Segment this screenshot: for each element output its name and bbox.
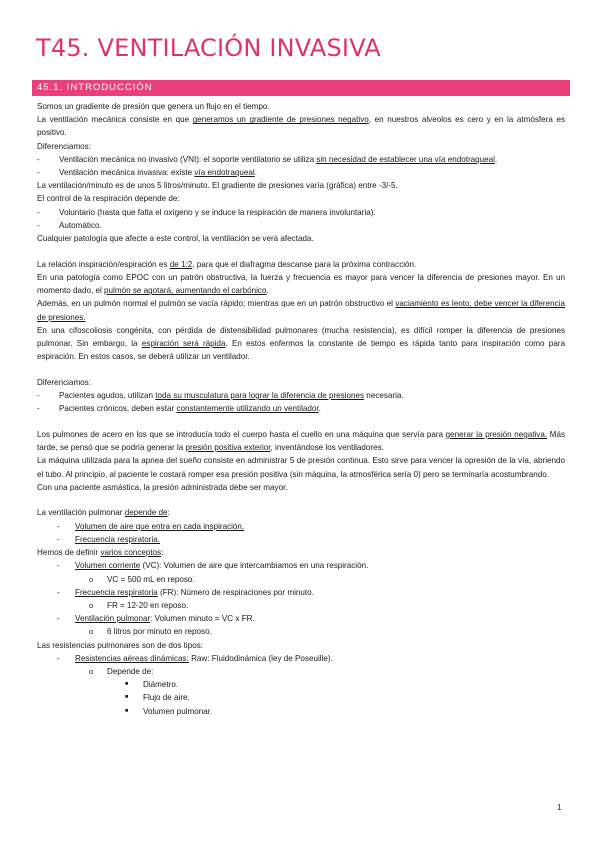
list-item: - Pacientes agudos, utilizan toda su musculatura para lograr la diferencia de presiones necesaria. <box>37 389 565 402</box>
paragraph: En una patología como EPOC con un patrón obstructiva, la fuerza y frecuencia es mayor para vencer la diferencia de presiones mayor. En un momento dado, el pulmón se agotará, aumentando el carbónico. <box>37 272 565 296</box>
list-item: o FR = 12-20 en reposo. <box>37 599 565 612</box>
paragraph: La ventilación pulmonar depende de: <box>37 508 170 518</box>
paragraph: Cualquier patología que afecte a este control, la ventilación se verá afectada. <box>37 234 314 244</box>
paragraph: La máquina utilizada para la apnea del sueño consiste en administrar 5 de presión continua. Esto sirve para vencer la opresión de la vía, abriendo el tubo. Al principio, al paciente le costará romper esa presión positiva (sin máquina, la atmosférica sería 0) pero se terminaría acostumbrando. <box>37 456 565 479</box>
page-title: T45. VENTILACIÓN INVASIVA <box>36 34 381 62</box>
list-item: - Ventilación mecánica no invasivo (VNI): el soporte ventilatorio se utiliza sin necesidad de establecer una vía endotraqueal. <box>37 153 565 166</box>
paragraph: Somos un gradiente de presión que genera un flujo en el tiempo. <box>37 102 270 111</box>
paragraph: Con una paciente asmástica, la presión administrada debe ser mayor. <box>37 482 288 492</box>
subheading: Diferenciamos: <box>37 141 91 151</box>
list-item: - Automático. <box>37 219 565 232</box>
paragraph: La ventilación/minuto es de unos 5 litros/minuto. El gradiente de presiones varía (gráfica) entre -3/-5. <box>37 181 398 191</box>
list-item: ■ Diámetro. <box>37 678 565 691</box>
paragraph: La relación inspiración/espiración es de 1:2, para que el diafragma descanse para la próxima contracción. <box>37 259 417 269</box>
list-item: ■ Volumen pulmonar. <box>37 705 565 718</box>
list-item: - Pacientes crónicos, deben estar constantemente utilizando un ventilador. <box>37 402 565 415</box>
paragraph: El control de la respiración depende de: <box>37 194 180 204</box>
list-item: o VC = 500 mL en reposo. <box>37 573 565 586</box>
list-item: - Volumen corriente (VC): Volumen de aire que intercambiamos en una respiración. <box>37 559 565 572</box>
list-item: - Resistencias aéreas dinámicas: Raw: Fluidodinámica (ley de Poseuille). <box>37 652 565 665</box>
paragraph: Hemos de definir varios conceptos: <box>37 548 164 558</box>
page-number: 1 <box>557 803 562 812</box>
section-heading: 45.1. INTRODUCCIÓN <box>32 80 570 96</box>
list-item: - Volumen de aire que entra en cada inspiración. <box>37 520 565 533</box>
document-body <box>37 100 565 718</box>
list-item: - Ventilación mecánica invasiva: existe vía endotraqueal. <box>37 166 565 179</box>
subheading: Diferenciamos: <box>37 377 91 387</box>
list-item: o 6 litros por minuto en reposo. <box>37 625 565 638</box>
list-item: - Frecuencia respiratoria. <box>37 533 565 546</box>
list-item: - Ventilación pulmonar: Volumen minuto = VC x FR. <box>37 612 565 625</box>
paragraph: La ventilación mecánica consiste en que generamos un gradiente de presiones negativo, en nuestros alveolos es cero y en la atmósfera es positivo. <box>37 115 566 138</box>
list-item: - Voluntario (hasta que falta el oxígeno y se induce la respiración de manera involuntaria). <box>37 206 565 219</box>
list-item: - Frecuencia respiratoria (FR): Número de respiraciones por minuto. <box>37 586 565 599</box>
paragraph: Los pulmones de acero en los que se introducía todo el cuerpo hasta el cuello en una máquina que servía para generar la presión negativa. Más tarde, se pensó que se podría generar la presión positiva exterior, inventándose los ventiladores. <box>37 429 566 453</box>
list-item: ■ Flujo de aire. <box>37 691 565 704</box>
paragraph: En una cifoscoliosis congénita, con pérdida de distensibilidad pulmonares (mucha resistencia), es difícil romper la diferencia de presiones pulmonar. Sin embargo, la espiración será rápida. En estos enfermos la constante de tiempo es rápida tanto para inspiración como para espiración. En estos casos, se deberá utilizar un ventilador. <box>37 325 566 362</box>
paragraph: Además, en un pulmón normal el pulmón se vacía rápido; mientras que en un patrón obstructivo el vaciamiento es lento, debe vencer la diferencia de presiones. <box>37 299 565 322</box>
list-item: o Depende de: <box>37 665 565 678</box>
paragraph: Las resistencias pulmonares son de dos tipos: <box>37 640 204 650</box>
